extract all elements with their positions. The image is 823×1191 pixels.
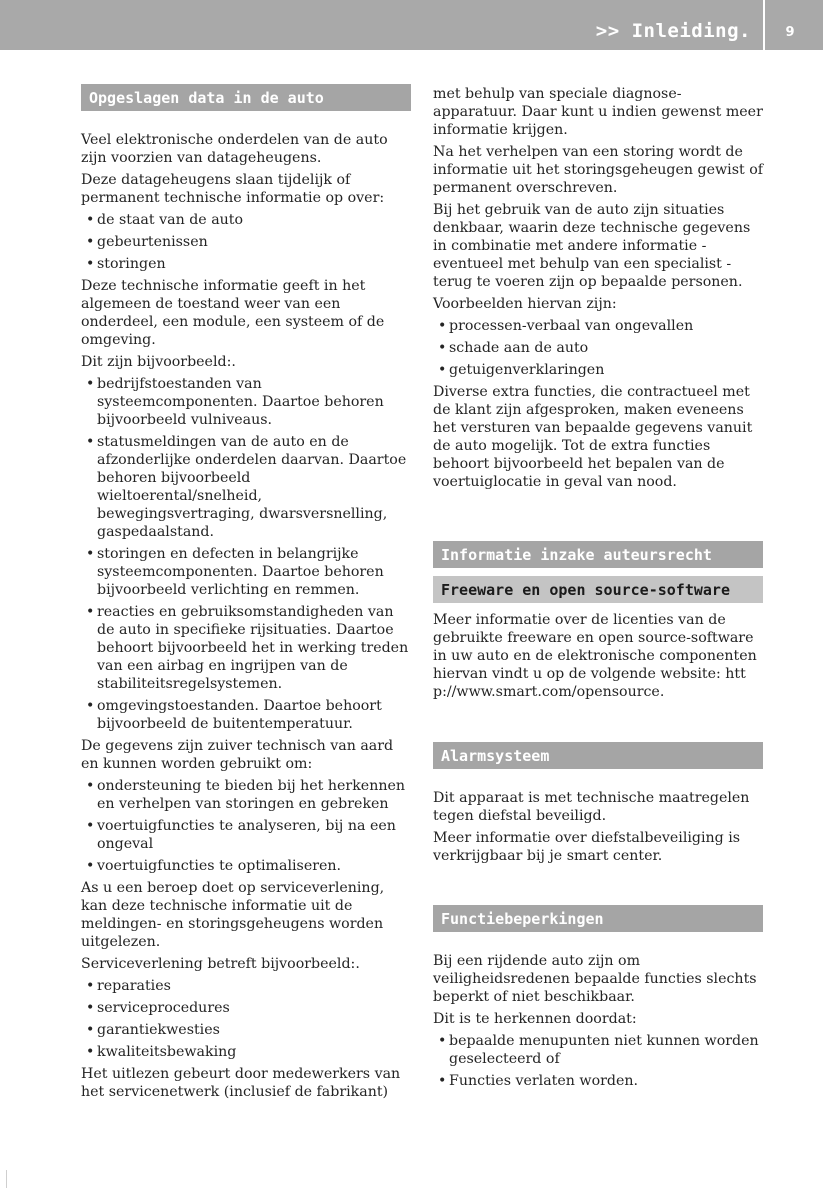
bullet-list	[433, 1032, 765, 1090]
heading-alarm: Alarmsysteem	[433, 742, 763, 769]
left-column-text	[81, 131, 413, 1105]
list-item: • Functies verlaten worden.	[433, 1072, 765, 1090]
paragraph: Deze datageheugens slaan tijdelijk of permanent technische informatie op over:	[81, 172, 385, 206]
list-item: • getuigenverklaringen	[433, 361, 765, 379]
paragraph: Deze technische informatie geeft in het algemeen de toestand weer van een onderdeel, een module, een systeem of de omgeving.	[81, 278, 385, 348]
freeware-text	[433, 611, 765, 705]
list-item: • voertuigfuncties te analyseren, bij na een ongeval	[81, 817, 413, 853]
heading-function-limits: Functiebeperkingen	[433, 905, 763, 932]
bullet-list	[81, 375, 413, 733]
opensource-link[interactable]: http://www.smart.com/opensource.	[433, 666, 746, 700]
list-item: • storingen en defecten in belangrijke systeemcomponenten. Daartoe behoren bijvoorbeeld verlichting en remmen.	[81, 545, 413, 599]
heading-stored-data: Opgeslagen data in de auto	[81, 84, 411, 111]
paragraph: De gegevens zijn zuiver technisch van aard en kunnen worden gebruikt om:	[81, 738, 394, 772]
list-item: • reparaties	[81, 977, 413, 995]
list-item: • storingen	[81, 255, 413, 273]
paragraph: Diverse extra functies, die contractueel met de klant zijn afgesproken, maken eveneens het versturen van bepaalde gegevens vanuit de auto mogelijk. Tot de extra functies behoort bijvoorbeeld het bepalen van de voertuiglocatie in geval van nood.	[433, 384, 753, 490]
heading-freeware: Freeware en open source-software	[433, 576, 763, 603]
paragraph: Serviceverlening betreft bijvoorbeeld:.	[81, 956, 360, 972]
paragraph: Dit zijn bijvoorbeeld:.	[81, 354, 236, 370]
bullet-list	[81, 977, 413, 1061]
heading-copyright: Informatie inzake auteursrecht	[433, 541, 763, 568]
bullet-list	[433, 317, 765, 379]
paragraph	[433, 611, 765, 701]
list-item: • serviceprocedures	[81, 999, 413, 1017]
list-item: • bedrijfstoestanden van systeemcomponenten. Daartoe behoren bijvoorbeeld vulniveaus.	[81, 375, 413, 429]
list-item: • schade aan de auto	[433, 339, 765, 357]
page-number: 9	[785, 25, 795, 40]
paragraph: Bij een rijdende auto zijn om veiligheidsredenen bepaalde functies slechts beperkt of niet beschikbaar.	[433, 953, 757, 1005]
list-item: • kwaliteitsbewaking	[81, 1043, 413, 1061]
list-item: • statusmeldingen van de auto en de afzonderlijke onderdelen daarvan. Daartoe behoren bijvoorbeeld wieltoerental/snelheid, bewegingsvertraging, dwarsversnelling, gaspedaalstand.	[81, 433, 413, 541]
list-item: • garantiekwesties	[81, 1021, 413, 1039]
paragraph: As u een beroep doet op serviceverlening, kan deze technische informatie uit de meldingen- en storingsgeheugens worden uitgelezen.	[81, 880, 385, 950]
paragraph: Veel elektronische onderdelen van de auto zijn voorzien van datageheugens.	[81, 132, 388, 166]
bullet-list	[81, 211, 413, 273]
list-item: • de staat van de auto	[81, 211, 413, 229]
paragraph: Na het verhelpen van een storing wordt de informatie uit het storingsgeheugen gewist of permanent overschreven.	[433, 144, 763, 196]
list-item: • processen-verbaal van ongevallen	[433, 317, 765, 335]
right-column-text	[433, 85, 765, 495]
paragraph: Dit apparaat is met technische maatregelen tegen diefstal beveiligd.	[433, 790, 750, 824]
paragraph: met behulp van speciale diagnose-apparatuur. Daar kunt u indien gewenst meer informatie krijgen.	[433, 86, 763, 138]
chapter-title: >> Inleiding.	[595, 20, 751, 42]
bullet-list	[81, 777, 413, 875]
list-item: • ondersteuning te bieden bij het herkennen en verhelpen van storingen en gebreken	[81, 777, 413, 813]
paragraph: Voorbeelden hiervan zijn:	[433, 296, 617, 312]
list-item: • gebeurtenissen	[81, 233, 413, 251]
paragraph: Meer informatie over diefstalbeveiliging is verkrijgbaar bij je smart center.	[433, 830, 741, 864]
list-item: • bepaalde menupunten niet kunnen worden geselecteerd of	[433, 1032, 765, 1068]
list-item: • reacties en gebruiksomstandigheden van de auto in specifieke rijsituaties. Daartoe behoort bijvoorbeeld het in werking treden van een airbag en ingrijpen van de stabiliteitsregelsystemen.	[81, 603, 413, 693]
function-limits-text	[433, 952, 765, 1094]
crop-mark	[6, 1170, 7, 1188]
paragraph: Het uitlezen gebeurt door medewerkers van het servicenetwerk (inclusief de fabrikant)	[81, 1066, 401, 1100]
freeware-description: Meer informatie over de licenties van de gebruikte freeware en open source-software in uw auto en de elektronische componenten hiervan vindt u op de volgende website:	[433, 612, 757, 682]
page-header	[0, 0, 823, 50]
list-item: • omgevingstoestanden. Daartoe behoort bijvoorbeeld de buitentemperatuur.	[81, 697, 413, 733]
paragraph: Dit is te herkennen doordat:	[433, 1011, 637, 1027]
list-item: • voertuigfuncties te optimaliseren.	[81, 857, 413, 875]
alarm-text	[433, 789, 765, 869]
paragraph: Bij het gebruik van de auto zijn situaties denkbaar, waarin deze technische gegevens in combinatie met andere informatie - eventueel met behulp van een specialist - terug te voeren zijn op bepaalde personen.	[433, 202, 751, 290]
